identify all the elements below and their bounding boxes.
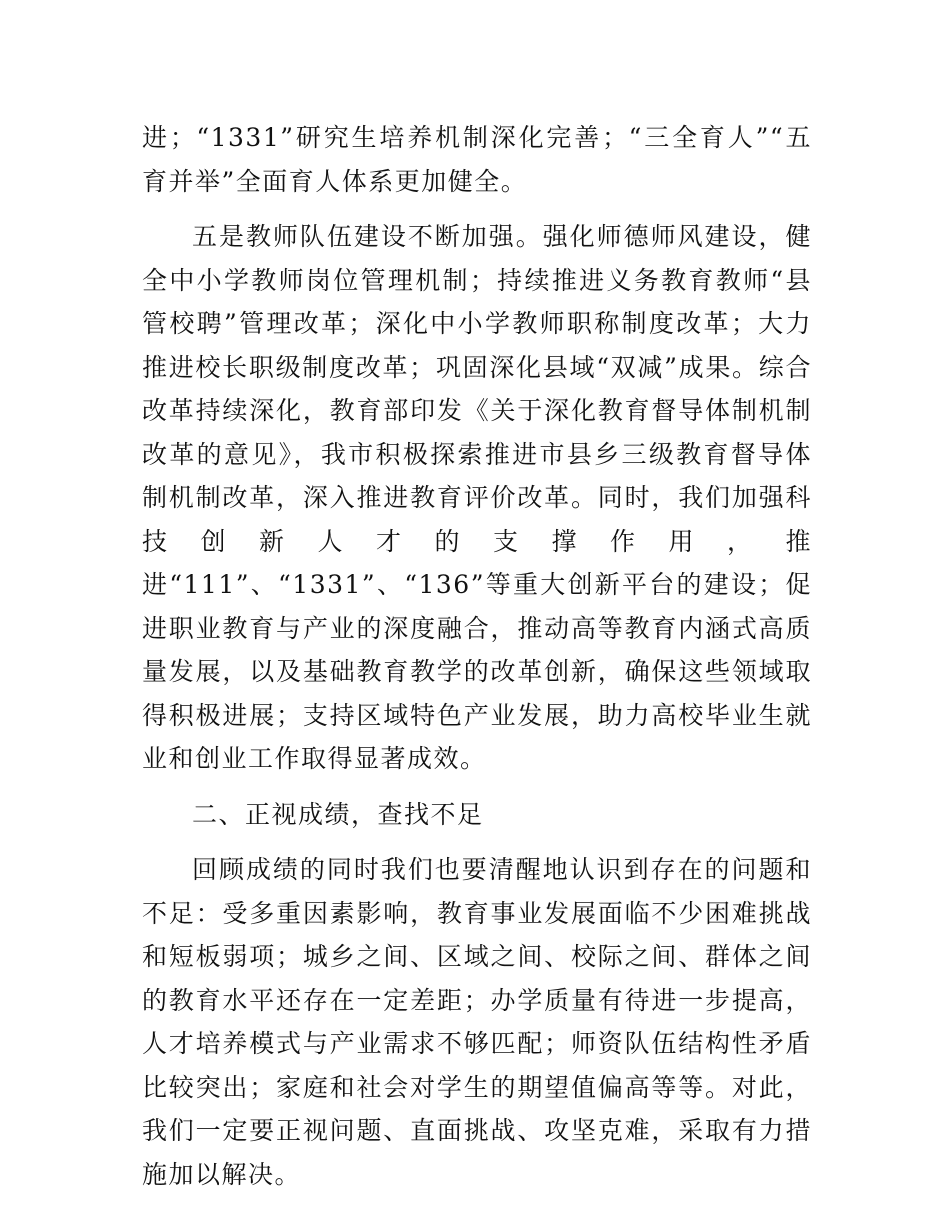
- paragraph-shortcomings: 回顾成绩的同时我们也要清醒地认识到存在的问题和不足：受多重因素影响，教育事业发展面临不少困难挑战和短板弱项；城乡之间、区域之间、校际之间、群体之间的教育水平还存在一定差距；办学质量有待进一步提高，人才培养模式与产业需求不够匹配；师资队伍结构性矛盾比较突出；家庭和社会对学生的期望值偏高等等。对此，我们一定要正视问题、直面挑战、攻坚克难，采取有力措施加以解决。: [142, 855, 812, 1189]
- section-heading: 二、正视成绩，查找不足: [192, 799, 484, 829]
- paragraph-teacher-team: 五是教师队伍建设不断加强。强化师德师风建设，健全中小学教师岗位管理机制；持续推进义务教育教师“县管校聘”管理改革；深化中小学教师职称制度改革；大力推进校长职级制度改革；巩固深化县域“双减”成果。综合改革持续深化，教育部印发《关于深化教育督导体制机制改革的意见》，我市积极探索推进市县乡三级教育督导体制机制改革，深入推进教育评价改革。同时，我们加强科技创新人才的支撑作用，推进“111”、“1331”、“136”等重大创新平台的建设；促进职业教育与产业的深度融合，推动高等教育内涵式高质量发展，以及基础教育教学的改革创新，确保这些领域取得积极进展；支持区域特色产业发展，助力高校毕业生就业和创业工作取得显著成效。: [142, 222, 812, 773]
- document-body: [142, 116, 812, 1208]
- paragraph-continuation: 进；“1331”研究生培养机制深化完善；“三全育人”“五育并举”全面育人体系更加健全。: [142, 123, 812, 196]
